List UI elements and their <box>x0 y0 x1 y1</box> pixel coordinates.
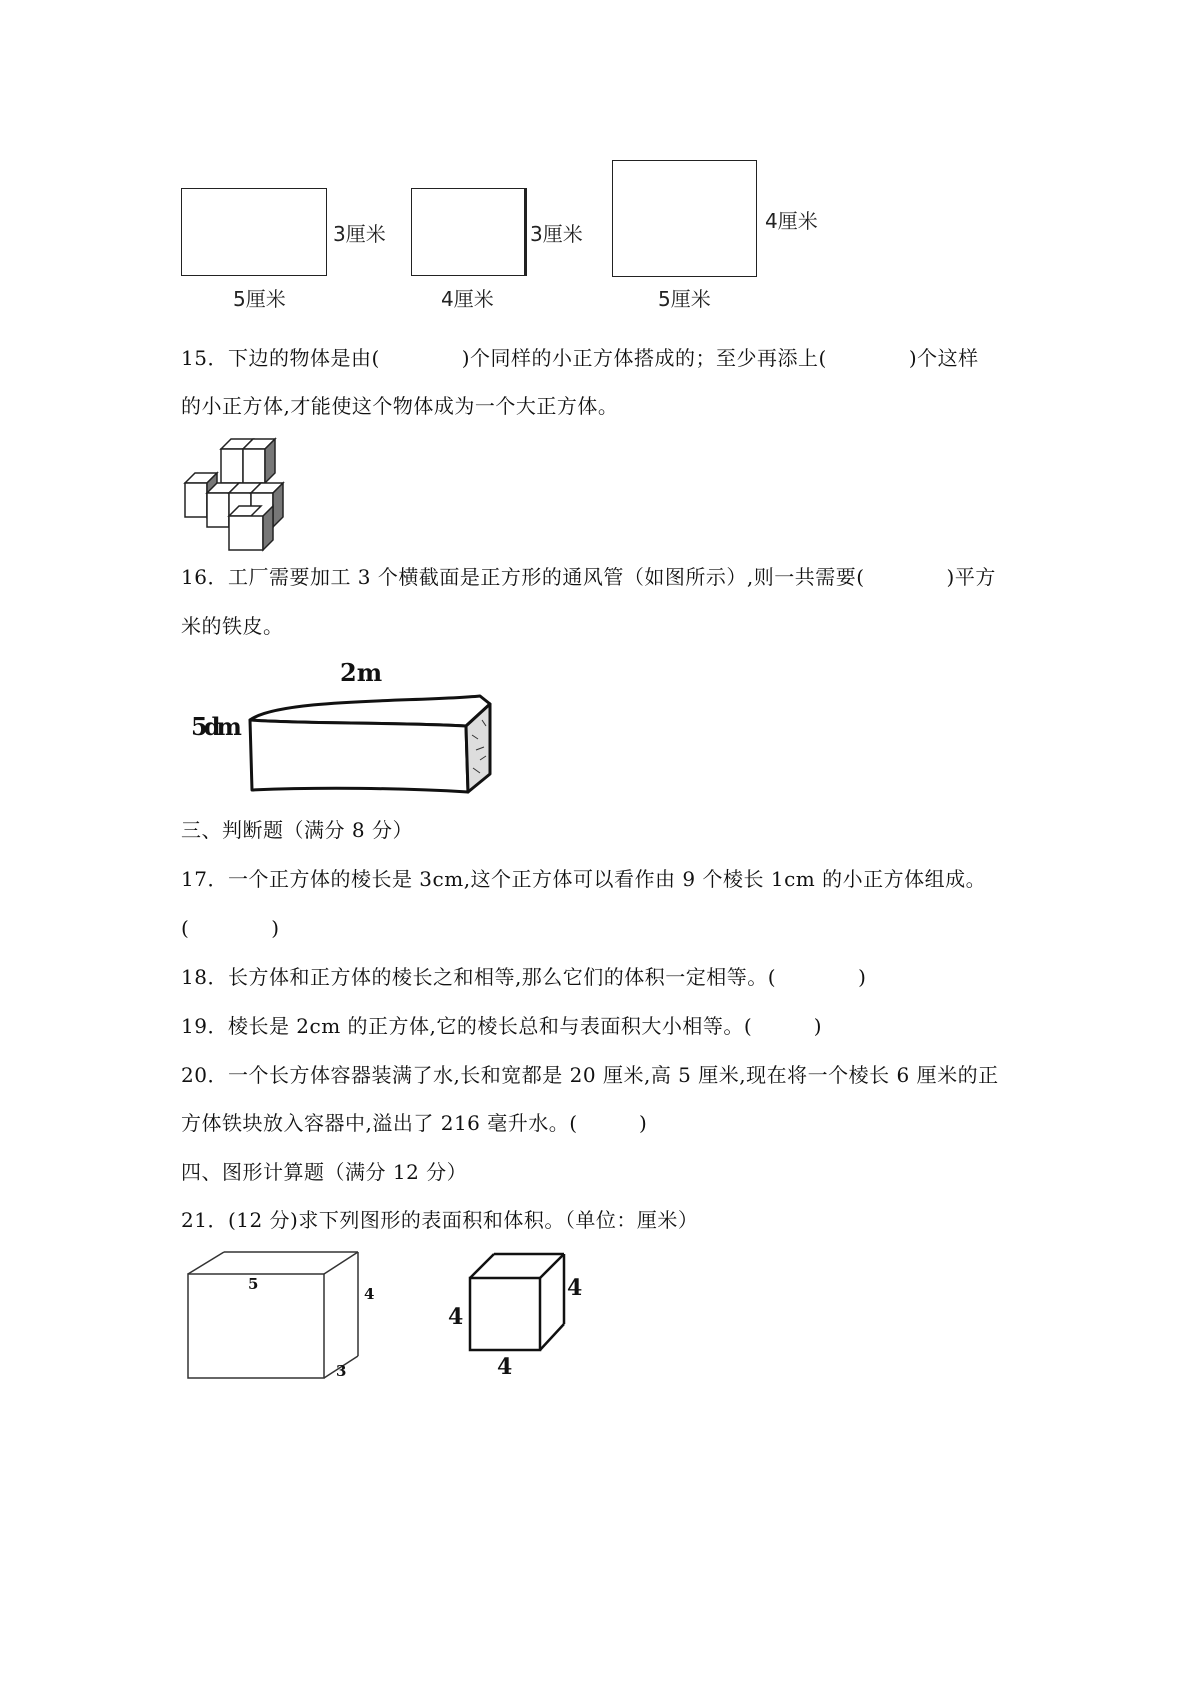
cube-side-label: 4 <box>567 1275 583 1301</box>
cube-front-label: 4 <box>448 1304 464 1330</box>
rect-5x3-height-label: 3厘米 <box>333 222 386 246</box>
cube-figure <box>468 1252 568 1352</box>
q16-line1: 16．工厂需要加工 3 个横截面是正方形的通风管（如图所示）,则一共需要( )平方 <box>181 565 996 589</box>
section3-title: 三、判断题（满分 8 分） <box>181 818 413 842</box>
stacked-cubes-figure <box>183 428 323 553</box>
q17-line2: ( ) <box>181 916 280 940</box>
cuboid-height-label: 4 <box>364 1285 375 1303</box>
cuboid-length-label: 5 <box>248 1275 259 1293</box>
rect-5x4-height-label: 4厘米 <box>765 209 818 233</box>
q21-line1: 21．(12 分)求下列图形的表面积和体积。（单位：厘米） <box>181 1208 699 1232</box>
rect-4x3-height-label: 3厘米 <box>530 222 583 246</box>
cuboid-width-label: 3 <box>336 1362 347 1380</box>
duct-length-label: 2m <box>340 658 383 687</box>
q15-line2: 的小正方体,才能使这个物体成为一个大正方体。 <box>181 394 619 418</box>
rect-4x3-width-label: 4厘米 <box>441 287 494 311</box>
q20-line2: 方体铁块放入容器中,溢出了 216 毫升水。( ) <box>181 1111 648 1135</box>
ventilation-duct-figure <box>240 690 500 800</box>
rect-5x4 <box>612 160 757 277</box>
q18-line1: 18．长方体和正方体的棱长之和相等,那么它们的体积一定相等。( ) <box>181 965 867 989</box>
q16-line2: 米的铁皮。 <box>181 614 284 638</box>
cuboid-figure <box>184 1250 364 1380</box>
duct-side-label: 5dm <box>191 712 238 741</box>
rect-5x3 <box>181 188 327 276</box>
q15-line1: 15．下边的物体是由( )个同样的小正方体搭成的；至少再添上( )个这样 <box>181 346 979 370</box>
rect-5x3-width-label: 5厘米 <box>233 287 286 311</box>
cube-bottom-label: 4 <box>497 1354 513 1380</box>
rect-4x3 <box>411 188 527 276</box>
q17-line1: 17．一个正方体的棱长是 3cm,这个正方体可以看作由 9 个棱长 1cm 的小正方体组成。 <box>181 867 987 891</box>
q19-line1: 19．棱长是 2cm 的正方体,它的棱长总和与表面积大小相等。( ) <box>181 1014 823 1038</box>
q20-line1: 20．一个长方体容器装满了水,长和宽都是 20 厘米,高 5 厘米,现在将一个棱长 6 厘米的正 <box>181 1063 999 1087</box>
section4-title: 四、图形计算题（满分 12 分） <box>181 1160 468 1184</box>
rect-5x4-width-label: 5厘米 <box>658 287 711 311</box>
